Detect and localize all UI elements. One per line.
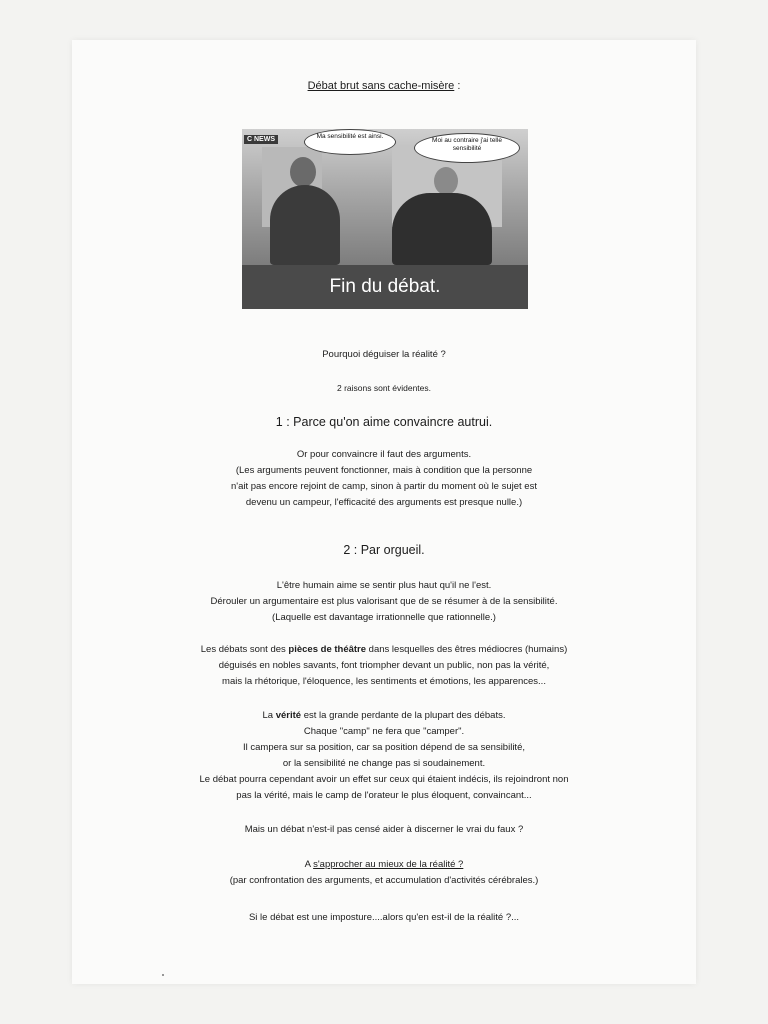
person-right-head (434, 167, 458, 195)
section2-heading: 2 : Par orgueil. (343, 543, 425, 557)
image-caption: Fin du débat. (242, 265, 528, 309)
approach-line (0, 857, 768, 873)
verite-post: est la grande perdante de la plupart des débats. (301, 710, 506, 721)
title-colon: : (454, 80, 461, 92)
approach-pre: A (304, 859, 314, 870)
section2-line: déguisés en nobles savants, font triompher devant un public, non pas la vérité, (218, 660, 550, 671)
speech-bubble-left: Ma sensibilité est ainsi. (304, 129, 396, 155)
section1-line: (Les arguments peuvent fonctionner, mais à condition que la personne (235, 465, 533, 476)
person-right (392, 193, 492, 265)
section1-line: Or pour convaincre il faut des arguments. (296, 449, 472, 460)
document-title (0, 80, 768, 92)
approach-underlined: s'approcher au mieux de la réalité ? (313, 859, 464, 870)
section1-line: devenu un campeur, l'efficacité des arguments est presque nulle.) (245, 497, 523, 508)
approach-paren: (par confrontation des arguments, et accumulation d'activités cérébrales.) (229, 875, 539, 886)
theatre-pre: Les débats sont des (200, 644, 289, 655)
person-left (270, 185, 340, 265)
channel-logo: C NEWS (244, 135, 278, 144)
theatre-bold: pièces de théâtre (288, 644, 367, 655)
question-line: Mais un débat n'est-il pas censé aider à discerner le vrai du faux ? (244, 824, 524, 835)
section2-line: (Laquelle est davantage irrationnelle que rationnelle.) (272, 612, 496, 623)
section2-line: L'être humain aime se sentir plus haut qu'il ne l'est. (276, 580, 492, 591)
paper-speck (162, 974, 164, 976)
closing-line: Si le débat est une imposture....alors qu'en est-il de la réalité ?... (248, 912, 520, 923)
section2-line: pas la vérité, mais le camp de l'orateur le plus éloquent, convaincant... (236, 790, 532, 801)
verite-line (0, 708, 768, 724)
verite-bold: vérité (275, 710, 302, 721)
person-left-head (290, 157, 316, 187)
theatre-post: dans lesquelles des êtres médiocres (humains) (366, 644, 568, 655)
section2-line: or la sensibilité ne change pas si soudainement. (282, 758, 486, 769)
section1-line: n'ait pas encore rejoint de camp, sinon à partir du moment où le sujet est (231, 481, 537, 492)
theatre-line (0, 642, 768, 658)
title-text: Débat brut sans cache-misère (307, 80, 455, 92)
tv-scene (242, 129, 528, 265)
verite-pre: La (262, 710, 276, 721)
section1-heading: 1 : Parce qu'on aime convaincre autrui. (275, 415, 493, 429)
meme-image (242, 129, 528, 309)
section2-line: Le débat pourra cependant avoir un effet sur ceux qui étaient indécis, ils rejoindront non (199, 774, 569, 785)
intro-reasons: 2 raisons sont évidentes. (336, 383, 432, 393)
section2-line: mais la rhétorique, l'éloquence, les sentiments et émotions, les apparences... (222, 676, 546, 687)
speech-bubble-right: Moi au contraire j'ai telle sensibilité (414, 133, 520, 163)
section2-line: Chaque "camp" ne fera que "camper". (303, 726, 465, 737)
intro-question: Pourquoi déguiser la réalité ? (322, 349, 446, 360)
section2-line: Dérouler un argumentaire est plus valorisant que de se résumer à de la sensibilité. (210, 596, 558, 607)
section2-line: Il campera sur sa position, car sa position dépend de sa sensibilité, (243, 742, 525, 753)
